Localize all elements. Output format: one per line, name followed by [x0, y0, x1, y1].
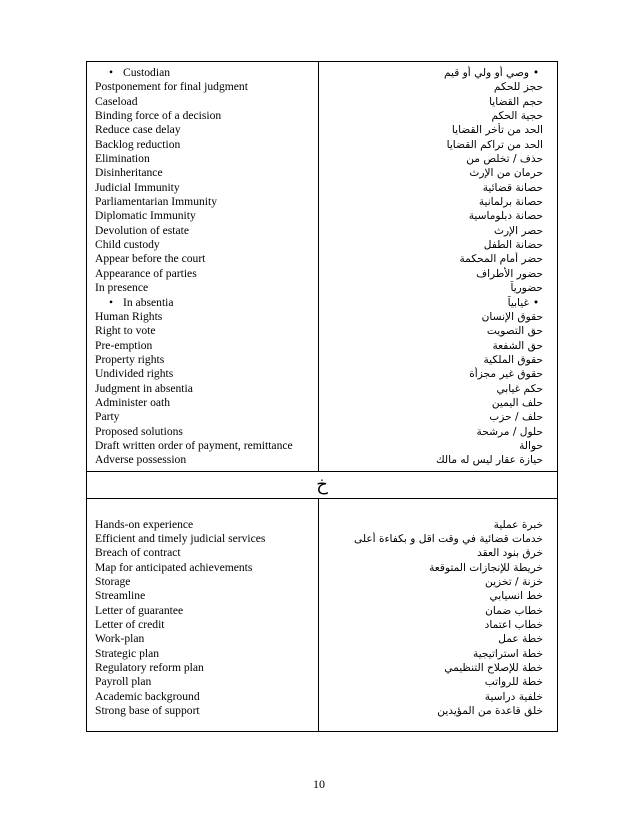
english-term: [87, 138, 318, 152]
english-term: [87, 661, 318, 675]
arabic-term-text: خطة استراتيجية: [473, 647, 543, 660]
english-term-text: Human Rights: [95, 309, 163, 323]
arabic-term-text: حكم غيابي: [496, 382, 543, 395]
english-term-text: Custodian: [123, 66, 171, 79]
arabic-term: [319, 618, 557, 632]
arabic-term-text: خدمات قضائية في وقت اقل و بكفاءة أعلى: [353, 532, 543, 545]
english-term-text: Strategic plan: [95, 646, 160, 660]
arabic-term-list: [319, 66, 557, 468]
arabic-term-text: حصانة برلمانية: [478, 196, 543, 209]
english-term: [87, 704, 318, 718]
english-term: [87, 353, 318, 367]
arabic-term: [319, 238, 557, 252]
english-term-text: In presence: [95, 281, 149, 295]
arabic-term: [319, 439, 557, 453]
arabic-term-text: حق التصويت: [486, 325, 543, 338]
english-term-text: Regulatory reform plan: [95, 661, 204, 675]
english-term: [87, 589, 318, 603]
english-term: [87, 310, 318, 324]
english-term-text: Right to vote: [95, 324, 156, 338]
arabic-term-text: خلفية دراسية: [484, 690, 543, 703]
arabic-term-text: الحد من تأخر القضايا: [451, 124, 543, 137]
english-term: [87, 546, 318, 560]
arabic-term-text: حجم القضايا: [489, 95, 543, 108]
english-term-text: Parliamentarian Immunity: [95, 195, 218, 209]
arabic-term: [319, 66, 557, 80]
english-term-text: Storage: [95, 575, 131, 588]
arabic-term-text: حقوق غير مجزأة: [469, 368, 543, 381]
english-term-text: Letter of credit: [95, 618, 165, 632]
arabic-term: [319, 410, 557, 424]
english-term: [87, 561, 318, 575]
english-term-text: Breach of contract: [95, 546, 181, 560]
english-term-text: Undivided rights: [95, 367, 174, 381]
arabic-term: [319, 367, 557, 381]
english-term: [87, 396, 318, 410]
arabic-term-text: حقوق الملكية: [483, 353, 543, 366]
arabic-term: [319, 453, 557, 467]
english-term-text: Appear before the court: [95, 252, 206, 266]
arabic-term: [319, 209, 557, 223]
arabic-term-text: خطاب ضمان: [485, 604, 543, 617]
arabic-term-text: خطة عمل: [498, 633, 543, 646]
english-column-ha: [87, 62, 319, 472]
english-term-text: Postponement for final judgment: [95, 80, 248, 94]
english-term-text: Streamline: [95, 589, 146, 603]
arabic-term: [319, 518, 557, 532]
arabic-term-text: حوالة: [519, 439, 543, 452]
arabic-term-text: حضور الأطراف: [476, 267, 543, 280]
arabic-term: [319, 704, 557, 718]
arabic-term-text: حضر أمام المحكمة: [459, 253, 543, 266]
english-term-text: Appearance of parties: [95, 266, 197, 280]
english-term: [87, 575, 318, 589]
arabic-term: [319, 589, 557, 603]
arabic-term-text: خزنة / تخزين: [485, 576, 543, 588]
arabic-term: [319, 675, 557, 689]
arabic-term-text: حجز للحكم: [493, 81, 543, 94]
arabic-term-text: حلول / مرشحة: [476, 425, 543, 438]
arabic-term: [319, 166, 557, 180]
arabic-term-list: [319, 518, 557, 719]
english-term-text: In absentia: [123, 295, 174, 309]
english-term-text: Party: [95, 410, 120, 424]
english-term-text: Draft written order of payment, remittance: [95, 438, 293, 452]
english-term: [87, 166, 318, 180]
english-term-text: Payroll plan: [95, 675, 152, 689]
arabic-term-text: حق الشفعة: [492, 339, 543, 352]
arabic-term: [319, 546, 557, 560]
arabic-term: [319, 575, 557, 589]
arabic-term: [319, 382, 557, 396]
english-term-text: Reduce case delay: [95, 123, 181, 137]
english-term: [87, 267, 318, 281]
bullet-icon: •: [532, 67, 540, 79]
arabic-term: [319, 152, 557, 166]
english-term: [87, 675, 318, 689]
english-term: [87, 181, 318, 195]
arabic-term-text: حصانة قضائية: [482, 181, 543, 194]
english-term: [87, 604, 318, 618]
arabic-term: [319, 138, 557, 152]
arabic-term: [319, 95, 557, 109]
english-term-text: Map for anticipated achievements: [95, 560, 253, 574]
letter-header-row: [87, 471, 558, 498]
english-term: [87, 690, 318, 704]
arabic-term: [319, 224, 557, 238]
arabic-term-text: خرق بنود العقد: [477, 547, 543, 560]
arabic-term: [319, 604, 557, 618]
arabic-term-text: خطة للإصلاح التنظيمي: [444, 662, 543, 675]
english-term: [87, 238, 318, 252]
arabic-term-text: حقوق الإنسان: [481, 310, 543, 323]
english-term: [87, 453, 318, 467]
page-number: 10: [313, 777, 325, 791]
english-term-text: Disinheritance: [95, 166, 163, 180]
english-term-text: Adverse possession: [95, 453, 187, 467]
arabic-term: [319, 281, 557, 295]
bullet-icon: •: [109, 66, 114, 79]
arabic-term-text: حيازة عقار ليس له مالك: [435, 454, 543, 467]
english-term: [87, 224, 318, 238]
arabic-term: [319, 181, 557, 195]
arabic-term: [319, 561, 557, 575]
arabic-term: [319, 252, 557, 266]
english-term-text: Judicial Immunity: [95, 180, 180, 194]
english-term-text: Judgment in absentia: [95, 381, 193, 395]
arabic-term: [319, 109, 557, 123]
arabic-term-text: حلف اليمين: [491, 396, 543, 409]
english-term-text: Child custody: [95, 238, 160, 252]
english-term: [87, 281, 318, 295]
english-term: [87, 152, 318, 166]
arabic-term-text: حصر الإرث: [493, 224, 543, 237]
arabic-term: [319, 195, 557, 209]
english-term: [87, 439, 318, 453]
english-term: [87, 532, 318, 546]
english-term-text: Devolution of estate: [95, 223, 190, 237]
english-term-text: Elimination: [95, 152, 150, 166]
english-term: [87, 109, 318, 123]
english-term-text: Property rights: [95, 352, 165, 366]
arabic-term: [319, 353, 557, 367]
arabic-term-text: حضورياً: [510, 282, 543, 295]
glossary-table: [86, 61, 558, 732]
section-letter: خ: [87, 471, 558, 498]
arabic-term: [319, 632, 557, 646]
arabic-term: [319, 80, 557, 94]
arabic-term-text: خطة للرواتب: [484, 676, 543, 689]
english-term: [87, 195, 318, 209]
english-term-text: Binding force of a decision: [95, 109, 222, 123]
english-term: [87, 209, 318, 223]
english-term-text: Academic background: [95, 689, 200, 703]
arabic-column-ha: [319, 62, 558, 472]
english-term: [87, 632, 318, 646]
arabic-term-text: خط انسيابي: [489, 590, 543, 603]
bullet-icon: •: [532, 296, 540, 309]
english-term-list: [87, 66, 318, 468]
arabic-term: [319, 661, 557, 675]
arabic-term-text: حلف / حزب: [489, 411, 543, 424]
arabic-term-text: حصانة دبلوماسية: [468, 210, 543, 223]
english-term: [87, 123, 318, 137]
english-term-text: Work-plan: [95, 632, 145, 646]
english-term: [87, 382, 318, 396]
arabic-term-text: خريطة للإنجازات المتوقعة: [429, 561, 543, 574]
arabic-term-text: وصي أو ولي أو قيم: [443, 67, 529, 79]
arabic-term-text: الحد من تراكم القضايا: [446, 138, 543, 151]
arabic-term: [319, 123, 557, 137]
english-term-text: Efficient and timely judicial services: [95, 531, 266, 545]
arabic-term-text: غيابياً: [507, 296, 529, 309]
section-row-kha: [87, 498, 558, 732]
english-term: [87, 518, 318, 532]
english-term: [87, 425, 318, 439]
arabic-term: [319, 396, 557, 410]
english-term: [87, 647, 318, 661]
english-term: [87, 80, 318, 94]
arabic-term: [319, 310, 557, 324]
english-term: [87, 252, 318, 266]
english-column-kha: [87, 498, 319, 732]
english-term-text: Hands-on experience: [95, 517, 194, 531]
arabic-column-kha: [319, 498, 558, 732]
arabic-term: [319, 532, 557, 546]
arabic-term: [319, 339, 557, 353]
english-term: [87, 95, 318, 109]
section-row-ha: [87, 62, 558, 472]
arabic-term: [319, 324, 557, 338]
english-term: [87, 618, 318, 632]
english-term: [87, 324, 318, 338]
english-term-text: Pre-emption: [95, 338, 153, 352]
english-term: [87, 296, 318, 310]
english-term-text: Diplomatic Immunity: [95, 209, 196, 223]
english-term: [87, 367, 318, 381]
arabic-term-text: خلق قاعدة من المؤيدين: [437, 705, 543, 718]
arabic-term-text: حضانة الطفل: [483, 239, 543, 252]
english-term-text: Strong base of support: [95, 704, 200, 718]
english-term-text: Backlog reduction: [95, 137, 181, 151]
english-term-text: Administer oath: [95, 395, 171, 409]
english-term-text: Caseload: [95, 94, 138, 108]
english-term: [87, 66, 318, 80]
english-term: [87, 410, 318, 424]
arabic-term-text: حذف / تخلص من: [466, 153, 543, 166]
english-term: [87, 339, 318, 353]
english-term-text: Proposed solutions: [95, 424, 183, 438]
arabic-term: [319, 647, 557, 661]
arabic-term-text: خطاب اعتماد: [484, 619, 543, 632]
english-term-list: [87, 518, 318, 719]
arabic-term-text: حرمان من الإرث: [469, 167, 543, 180]
arabic-term: [319, 690, 557, 704]
arabic-term-text: حجية الحكم: [491, 110, 543, 123]
arabic-term-text: خبرة عملية: [493, 518, 543, 531]
bullet-icon: •: [109, 295, 114, 309]
arabic-term: [319, 425, 557, 439]
english-term-text: Letter of guarantee: [95, 603, 184, 617]
arabic-term: [319, 267, 557, 281]
arabic-term: [319, 296, 557, 310]
